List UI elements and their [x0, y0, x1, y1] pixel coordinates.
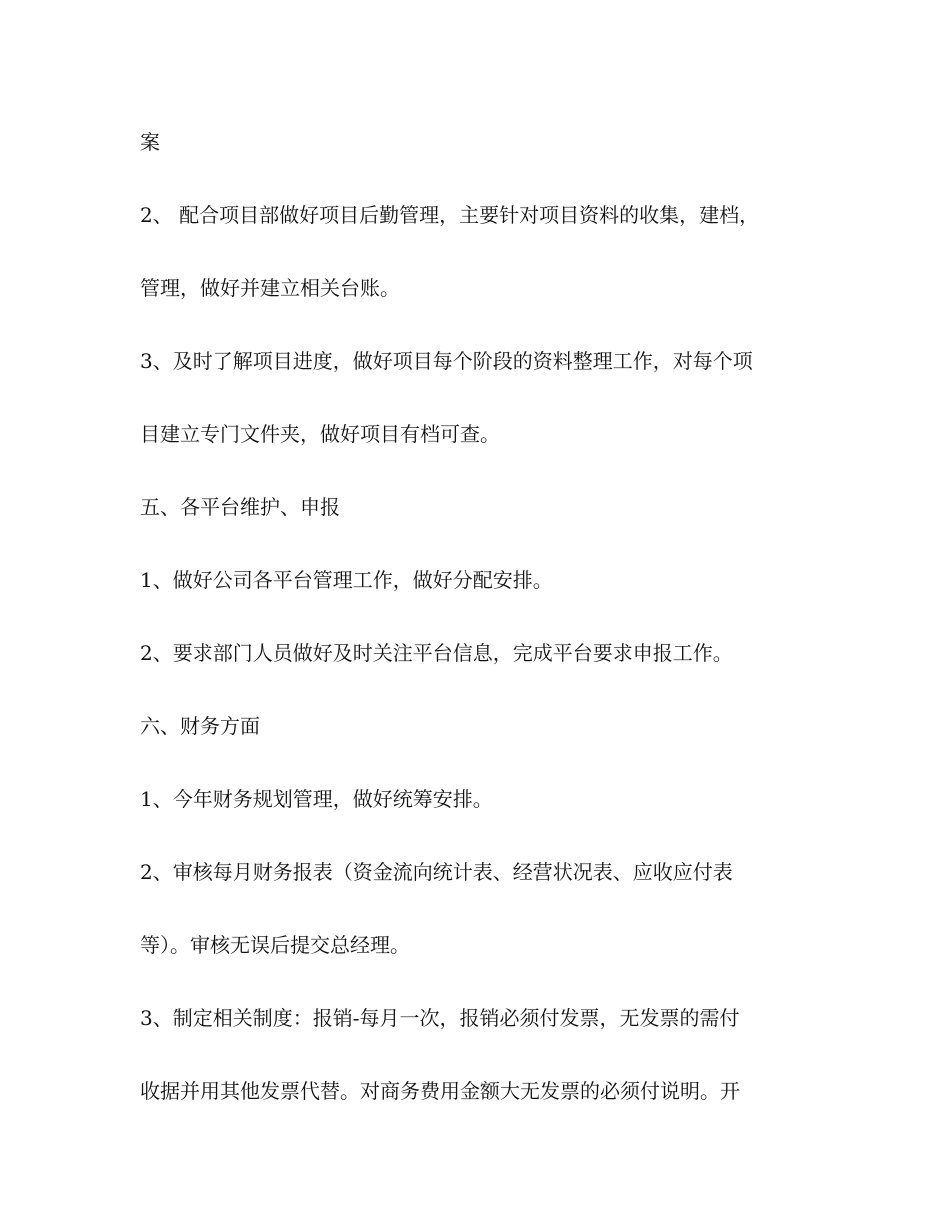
section-heading: 六、财务方面 [140, 714, 260, 738]
text-line: 管理，做好并建立相关台账。 [140, 276, 400, 300]
text-line: 2、审核每月财务报表（资金流向统计表、经营状况表、应收应付表 [140, 860, 733, 884]
section-heading: 五、各平台维护、申报 [140, 495, 340, 519]
text-line: 2、要求部门人员做好及时关注平台信息，完成平台要求申报工作。 [140, 641, 733, 665]
document-body [140, 122, 820, 1144]
text-line: 1、今年财务规划管理，做好统筹安排。 [140, 787, 493, 811]
text-line: 2、 配合项目部做好项目后勤管理，主要针对项目资料的收集，建档， [140, 203, 760, 227]
text-line: 等）。审核无误后提交总经理。 [140, 933, 410, 957]
text-line: 3、及时了解项目进度，做好项目每个阶段的资料整理工作，对每个项 [140, 349, 753, 373]
text-line: 收据并用其他发票代替。对商务费用金额大无发票的必须付说明。开 [140, 1079, 740, 1103]
text-line: 3、制定相关制度：报销-每月一次，报销必须付发票，无发票的需付 [140, 1006, 740, 1030]
text-line: 目建立专门文件夹，做好项目有档可查。 [140, 422, 500, 446]
text-line: 案 [140, 130, 160, 154]
text-line: 1、做好公司各平台管理工作，做好分配安排。 [140, 568, 553, 592]
